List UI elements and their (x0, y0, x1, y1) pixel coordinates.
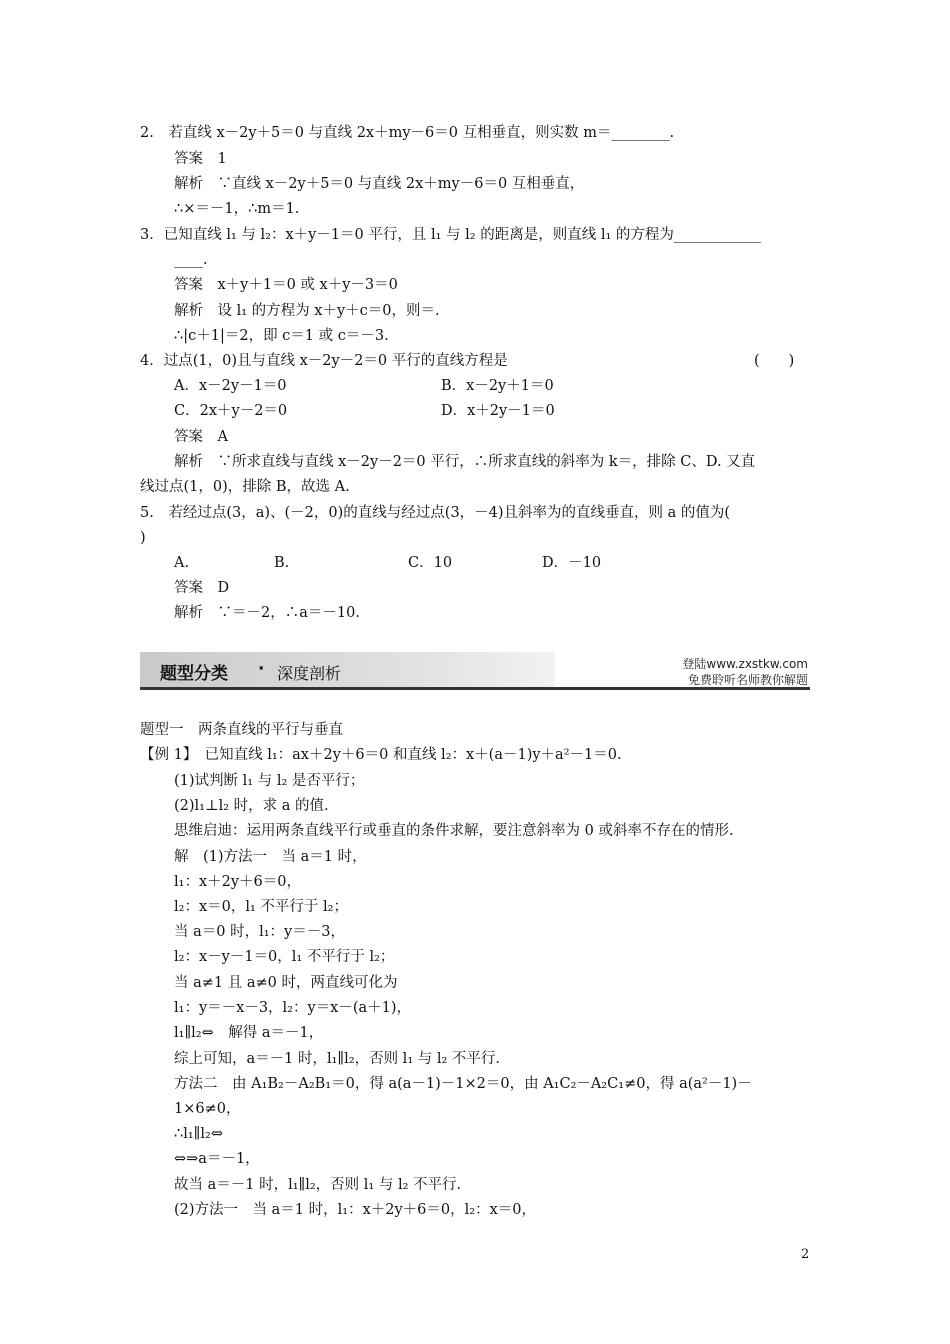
text-line: 5. 若经过点(3，a)、(－2，0)的直线与经过点(3，－4)且斜率为的直线垂直，则 a 的值为( (140, 505, 731, 521)
text-line: 题型一 两条直线的平行与垂直 (140, 722, 343, 738)
text-line: ∴×＝－1，∴m＝1. (174, 201, 300, 217)
banner-rule (140, 687, 810, 690)
text-line: 解析 ∵＝－2，∴a＝－10. (174, 605, 360, 621)
text-line: 线过点(1，0)，排除 B，故选 A. (140, 479, 350, 495)
text-line: ∴|c＋1|＝2，即 c＝1 或 c＝－3. (174, 328, 389, 344)
banner-slogan: 免费聆听名师教你解题 (687, 673, 808, 687)
text-line: A. (174, 555, 190, 571)
text-line: 当 a≠1 且 a≠0 时，两直线可化为 (174, 975, 398, 991)
text-line: l₂：x＝0，l₁ 不平行于 l₂； (174, 899, 348, 915)
text-line: D．x＋2y－1＝0 (441, 403, 555, 419)
text-line: 3．已知直线 l₁ 与 l₂：x＋y－1＝0 平行，且 l₁ 与 l₂ 的距离是，则直线 l₁ 的方程为____________ (140, 227, 761, 243)
text-line: 答案 A (174, 429, 228, 445)
text-line: (2)l₁⊥l₂ 时，求 a 的值. (174, 798, 329, 814)
text-line: 思维启迪：运用两条直线平行或垂直的条件求解，要注意斜率为 0 或斜率不存在的情形. (174, 823, 734, 839)
text-line: 2. 若直线 x－2y＋5＝0 与直线 2x＋my－6＝0 互相垂直，则实数 m＝________. (140, 125, 675, 141)
text-line: ∴l₁∥l₂⇔ (174, 1126, 223, 1142)
banner-website[interactable]: 登陆www.zxstkw.com (682, 657, 808, 671)
text-line: 故当 a＝－1 时，l₁∥l₂，否则 l₁ 与 l₂ 不平行. (174, 1177, 462, 1193)
text-line: C．2x＋y－2＝0 (174, 403, 288, 419)
section-banner (140, 652, 810, 692)
text-line: 解析 ∵所求直线与直线 x－2y－2＝0 平行，∴所求直线的斜率为 k＝，排除 C、D. 又直 (174, 454, 756, 470)
text-line: A．x－2y－1＝0 (174, 378, 287, 394)
text-line: ____. (174, 252, 208, 268)
text-line: l₂：x－y－1＝0，l₁ 不平行于 l₂； (174, 949, 395, 965)
text-line: ⇔⇒a＝－1， (174, 1151, 260, 1167)
text-line: l₁∥l₂⇔ 解得 a＝－1， (174, 1025, 324, 1041)
text-line: 1×6≠0， (174, 1101, 241, 1117)
banner-subtitle: 深度剖析 (277, 664, 342, 683)
text-line: 当 a＝0 时，l₁：y＝－3， (174, 924, 345, 940)
banner-title: 题型分类 (160, 664, 228, 684)
text-line: ) (140, 530, 146, 546)
text-line: C．10 (408, 555, 453, 571)
text-line: l₁：y＝－x－3，l₂：y＝x－(a＋1)， (174, 1000, 412, 1016)
text-line: D．－10 (542, 555, 602, 571)
text-line: 解 (1)方法一 当 a＝1 时， (174, 849, 367, 865)
text-line: 答案 x＋y＋1＝0 或 x＋y－3＝0 (174, 277, 398, 293)
text-line: 解析 ∵直线 x－2y＋5＝0 与直线 2x＋my－6＝0 互相垂直， (174, 176, 585, 192)
banner-dot: · (258, 659, 265, 679)
text-line: (1)试判断 l₁ 与 l₂ 是否平行； (174, 773, 365, 789)
text-line: B. (274, 555, 290, 571)
text-line: 4．过点(1，0)且与直线 x－2y－2＝0 平行的直线方程是 (140, 353, 508, 369)
text-line: (2)方法一 当 a＝1 时，l₁：x＋2y＋6＝0，l₂：x＝0， (174, 1202, 536, 1218)
text-line: 解析 设 l₁ 的方程为 x＋y＋c＝0，则＝. (174, 303, 440, 319)
text-line: 答案 D (174, 580, 230, 596)
text-line: 综上可知，a＝－1 时，l₁∥l₂，否则 l₁ 与 l₂ 不平行. (174, 1051, 501, 1067)
text-line: 答案 1 (174, 151, 227, 167)
text-line: 【例 1】 已知直线 l₁：ax＋2y＋6＝0 和直线 l₂：x＋(a－1)y＋a²－1＝0. (140, 747, 622, 763)
text-line: B．x－2y＋1＝0 (441, 378, 554, 394)
page-number: 2 (801, 1247, 810, 1262)
text-line: ( ) (754, 353, 795, 369)
text-line: l₁：x＋2y＋6＝0， (174, 874, 301, 890)
text-line: 方法二 由 A₁B₂－A₂B₁＝0，得 a(a－1)－1×2＝0，由 A₁C₂－A₂C₁≠0，得 a(a²－1)－ (174, 1076, 752, 1092)
